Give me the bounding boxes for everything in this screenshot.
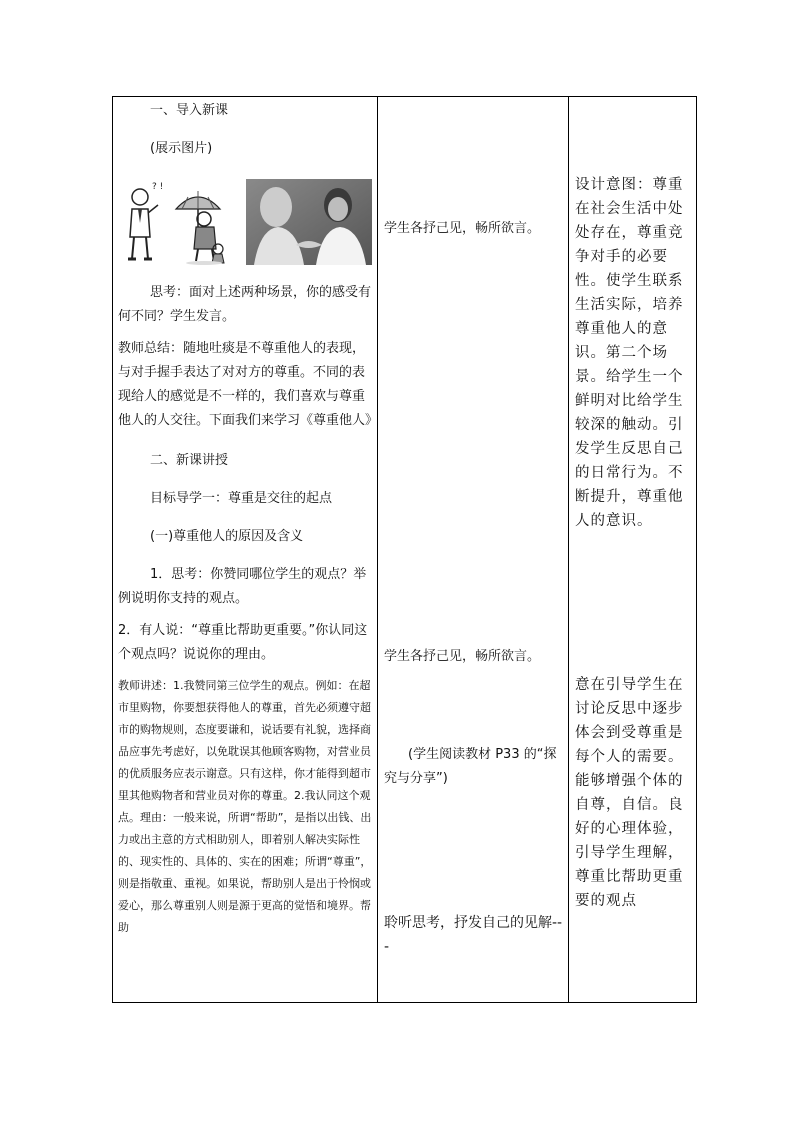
- question-2: 2．有人说：“尊重比帮助更重要。”你认同这个观点吗？说说你的理由。: [118, 623, 368, 662]
- listen-think-note: 聆听思考，抒发自己的见解---: [384, 915, 563, 955]
- student-response-1: 学生各抒己见，畅所欲言。: [384, 221, 541, 236]
- reading-instruction: (学生阅读教材 P33 的“探究与分享”): [384, 747, 557, 786]
- design-intent-column: [569, 97, 697, 1003]
- teacher-explanation: 教师讲述：1.我赞同第三位学生的观点。例如：在超市里购物，你要想获得他人的尊重，首先必须遵守超市的购物规则，态度要谦和，说话要有礼貌，选择商品应事先考虑好，以免耽误其他顾客购物，对营业员的优质服务应表示谢意。只有这样，你才能得到超市里其他购物者和营业员对你的尊重。2.我认同这个观点。理由：一般来说，所谓“帮助”，是指以出钱、出力或出主意的方式相助别人，即着别人解决实际性的、现实性的、具体的、实在的困难；所谓“尊重”，则是指敬重、重视。如果说，帮助别人是出于怜悯或爱心，那么尊重别人则是源于更高的觉悟和境界。帮助: [118, 679, 372, 934]
- svg-text:? !: ? !: [152, 182, 164, 192]
- design-intent-2: 意在引导学生在讨论反思中逐步体会到受尊重是每个人的需要。能够增强个体的自尊，自信。良好的心理体验，引导学生理解，尊重比帮助更重要的观点: [575, 677, 684, 909]
- teacher-summary: 教师总结：随地吐痰是不尊重他人的表现，与对手握手表达了对对方的尊重。不同的表现给人的感觉是不一样的，我们喜欢与尊重他人的人交往。下面我们来学习《尊重他人》: [118, 341, 379, 428]
- think-question-1: 思考：面对上述两种场景，你的感受有何不同？学生发言。: [118, 285, 372, 324]
- subheading-1: (一)尊重他人的原因及含义: [150, 529, 304, 544]
- student-response-2: 学生各抒己见，畅所欲言。: [384, 649, 541, 664]
- cartoon-spitting-image: [118, 179, 238, 265]
- show-pictures-label: (展示图片): [150, 141, 213, 156]
- handshake-photo-image: [246, 179, 372, 265]
- new-lesson-heading: 二、新课讲授: [150, 453, 229, 468]
- illustration-row: [118, 179, 373, 265]
- goal-heading-1: 目标导学一：尊重是交往的起点: [150, 491, 333, 506]
- design-intent-1: 设计意图：尊重在社会生活中处处存在，尊重竞争对手的必要性。使学生联系生活实际，培养尊重他人的意识。第二个场景。给学生一个鲜明对比给学生较深的触动。引发学生反思自己的日常行为。不断提升，尊重他人的意识。: [575, 177, 684, 529]
- question-1: 1．思考：你赞同哪位学生的观点？举例说明你支持的观点。: [118, 567, 367, 606]
- teaching-process-column: [113, 97, 378, 1003]
- student-activity-column: [378, 97, 569, 1003]
- intro-heading: 一、导入新课: [150, 103, 229, 118]
- lesson-plan-table: [112, 96, 697, 1003]
